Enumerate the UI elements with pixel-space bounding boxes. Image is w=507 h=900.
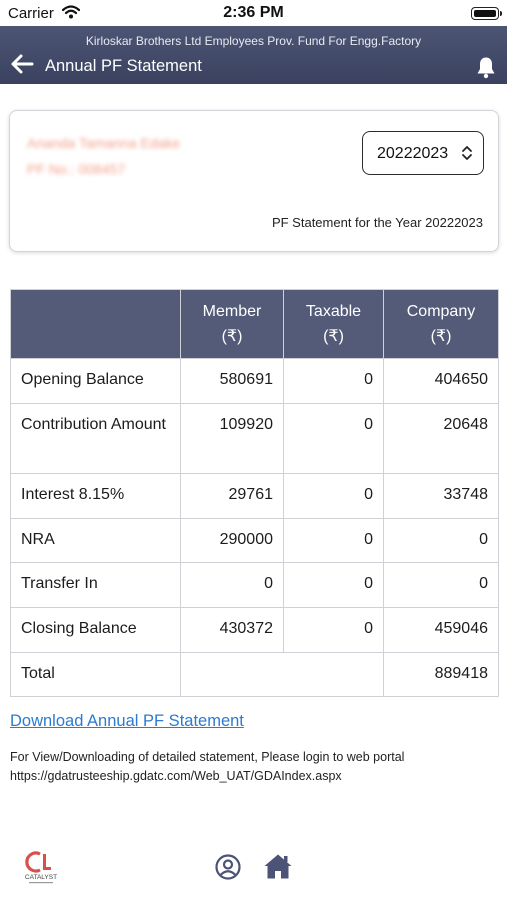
company-value: 0	[384, 519, 499, 563]
catalyst-logo-text: CATALYST	[24, 874, 58, 881]
table-row	[11, 563, 499, 608]
company-value: 33748	[384, 474, 499, 519]
header-taxable-label: Taxable	[305, 303, 362, 320]
header-blank	[11, 290, 181, 359]
catalyst-logo	[20, 850, 62, 886]
member-info-card	[9, 110, 499, 252]
taxable-value: 0	[284, 359, 384, 404]
header-company-label: Company	[406, 303, 476, 320]
download-statement-link[interactable]: Download Annual PF Statement	[10, 712, 244, 730]
chevron-updown-icon	[461, 144, 473, 162]
pf-number: PF No.: 008457	[27, 161, 126, 177]
header-company-unit: (₹)	[430, 328, 452, 345]
back-arrow-icon[interactable]	[10, 53, 36, 75]
bell-icon[interactable]	[474, 55, 498, 79]
member-value: 430372	[181, 608, 284, 653]
pf-statement-table	[10, 289, 499, 697]
table-row	[11, 404, 499, 474]
table-row	[11, 608, 499, 653]
member-value: 580691	[181, 359, 284, 404]
portal-note: For View/Downloading of detailed statement, Please login to web portal	[10, 750, 405, 764]
member-value: 290000	[181, 519, 284, 563]
total-spacer	[181, 653, 384, 697]
taxable-value: 0	[284, 519, 384, 563]
page-title: Annual PF Statement	[45, 57, 202, 75]
total-row	[11, 653, 499, 697]
battery-icon	[471, 7, 499, 20]
total-label: Total	[11, 653, 181, 697]
member-value: 109920	[181, 404, 284, 474]
taxable-value: 0	[284, 563, 384, 608]
header-member	[181, 290, 284, 359]
year-select[interactable]	[362, 131, 484, 175]
company-value: 459046	[384, 608, 499, 653]
carrier-label: Carrier	[8, 5, 54, 22]
header-taxable	[284, 290, 384, 359]
row-label: Closing Balance	[11, 608, 181, 653]
row-label: NRA	[11, 519, 181, 563]
taxable-value: 0	[284, 404, 384, 474]
header-taxable-unit: (₹)	[323, 328, 344, 345]
org-name: Kirloskar Brothers Ltd Employees Prov. Fund For Engg.Factory	[85, 34, 422, 48]
total-value: 889418	[384, 653, 499, 697]
profile-icon[interactable]	[215, 854, 241, 880]
row-label: Contribution Amount	[11, 404, 181, 474]
company-value: 0	[384, 563, 499, 608]
company-value: 404650	[384, 359, 499, 404]
statement-year-label: PF Statement for the Year 20222023	[271, 215, 483, 230]
row-label: Interest 8.15%	[11, 474, 181, 519]
header-member-label: Member	[202, 303, 262, 320]
app-header	[0, 26, 507, 84]
year-select-value: 20222023	[377, 145, 449, 162]
status-bar	[0, 0, 507, 26]
taxable-value: 0	[284, 608, 384, 653]
company-value: 20648	[384, 404, 499, 474]
taxable-value: 0	[284, 474, 384, 519]
table-header-row	[11, 290, 499, 359]
table-row	[11, 359, 499, 404]
status-time: 2:36 PM	[223, 4, 284, 21]
table-row	[11, 519, 499, 563]
header-member-unit: (₹)	[221, 328, 243, 345]
portal-url: https://gdatrusteeship.gdatc.com/Web_UAT/GDAIndex.aspx	[10, 769, 342, 783]
home-icon[interactable]	[263, 853, 293, 880]
header-company	[384, 290, 499, 359]
member-value: 0	[181, 563, 284, 608]
table-row	[11, 474, 499, 519]
member-name: Ananda Tamanna Edake	[27, 135, 181, 151]
row-label: Opening Balance	[11, 359, 181, 404]
member-value: 29761	[181, 474, 284, 519]
row-label: Transfer In	[11, 563, 181, 608]
